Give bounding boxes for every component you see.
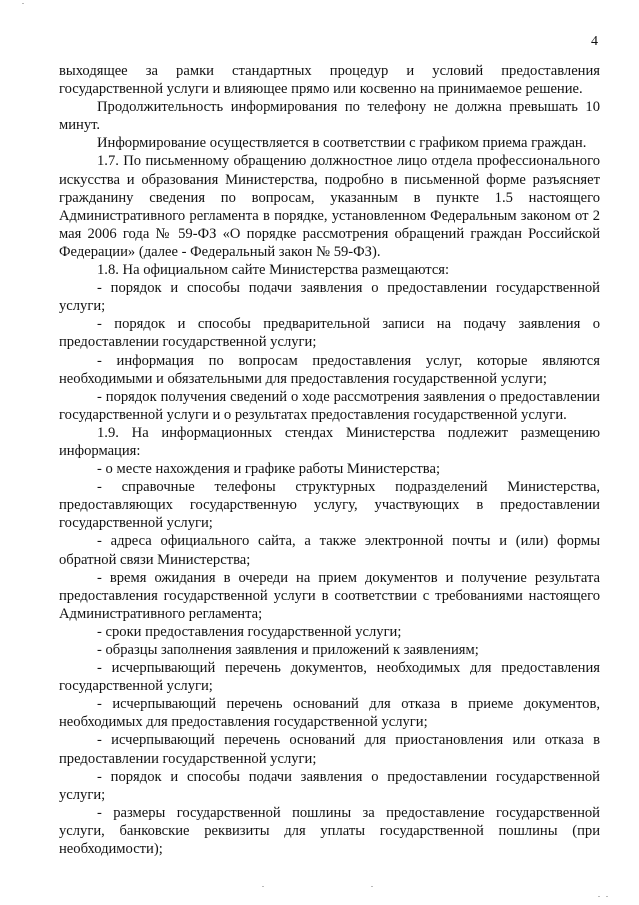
list-item: - о месте нахождения и графике работы Министерства;: [97, 461, 441, 478]
scan-speck: [606, 896, 608, 897]
list-item: - справочные телефоны структурных подразделений Министерства, предоставляющих государственную услугу, участвующих в предоставлении государственной услуги;: [59, 479, 600, 532]
paragraph-section-1-7: 1.7. По письменному обращению должностное лицо отдела профессионального искусства и образования Министерства, подробно в письменной форме разъясняет гражданину сведения по вопросам, указанным в пункте 1.5 настоящего Административного регламента в порядке, установленном Федеральным законом от 2 мая 2006 года № 59-ФЗ «О порядке рассмотрения обращений граждан Российской Федерации» (далее - Федеральный закон № 59-ФЗ).: [59, 153, 600, 260]
list-item: - порядок получения сведений о ходе рассмотрения заявления о предоставлении государственной услуги и о результатах предоставления государственной услуги.: [59, 388, 600, 423]
list-item: - порядок и способы подачи заявления о предоставлении государственной услуги;: [59, 280, 600, 315]
list-item: - адреса официального сайта, а также электронной почты и (или) формы обратной связи Министерства;: [59, 533, 600, 568]
list-item: - исчерпывающий перечень оснований для отказа в приеме документов, необходимых для предоставления государственной услуги;: [59, 696, 600, 731]
paragraph: Информирование осуществляется в соответствии с графиком приема граждан.: [97, 135, 587, 152]
paragraph-section-1-9: 1.9. На информационных стендах Министерства подлежит размещению информация:: [59, 424, 600, 459]
list-item: - исчерпывающий перечень документов, необходимых для предоставления государственной услуги;: [59, 660, 600, 695]
paragraph: Продолжительность информирования по телефону не должна превышать 10 минут.: [59, 99, 600, 134]
page-number: 4: [591, 34, 598, 49]
scan-speck: [371, 886, 373, 887]
scan-speck: [598, 896, 600, 897]
scan-speck: [262, 886, 264, 887]
paragraph-continuation: выходящее за рамки стандартных процедур и условий предоставления государственной услуги и влияющее прямо или косвенно на принимаемое решение.: [59, 63, 600, 98]
list-item: - исчерпывающий перечень оснований для приостановления или отказа в предоставлении государственной услуги;: [59, 732, 600, 767]
list-item: - информация по вопросам предоставления услуг, которые являются необходимыми и обязательными для предоставления государственной услуги;: [59, 352, 600, 387]
scan-speck: [22, 3, 24, 4]
document-body: [59, 62, 600, 858]
paragraph-section-1-8: 1.8. На официальном сайте Министерства размещаются:: [97, 262, 450, 279]
list-item: - сроки предоставления государственной услуги;: [97, 623, 402, 640]
list-item: - порядок и способы подачи заявления о предоставлении государственной услуги;: [59, 768, 600, 803]
list-item: - образцы заполнения заявления и приложений к заявлениям;: [97, 642, 479, 658]
list-item: - размеры государственной пошлины за предоставление государственной услуги, банковские реквизиты для уплаты государственной пошлины (при необходимости);: [59, 804, 600, 858]
list-item: - порядок и способы предварительной записи на подачу заявления о предоставлении государственной услуги;: [59, 316, 600, 351]
list-item: - время ожидания в очереди на прием документов и получение результата предоставления государственной услуги в соответствии с требованиями настоящего Административного регламента;: [59, 569, 600, 622]
